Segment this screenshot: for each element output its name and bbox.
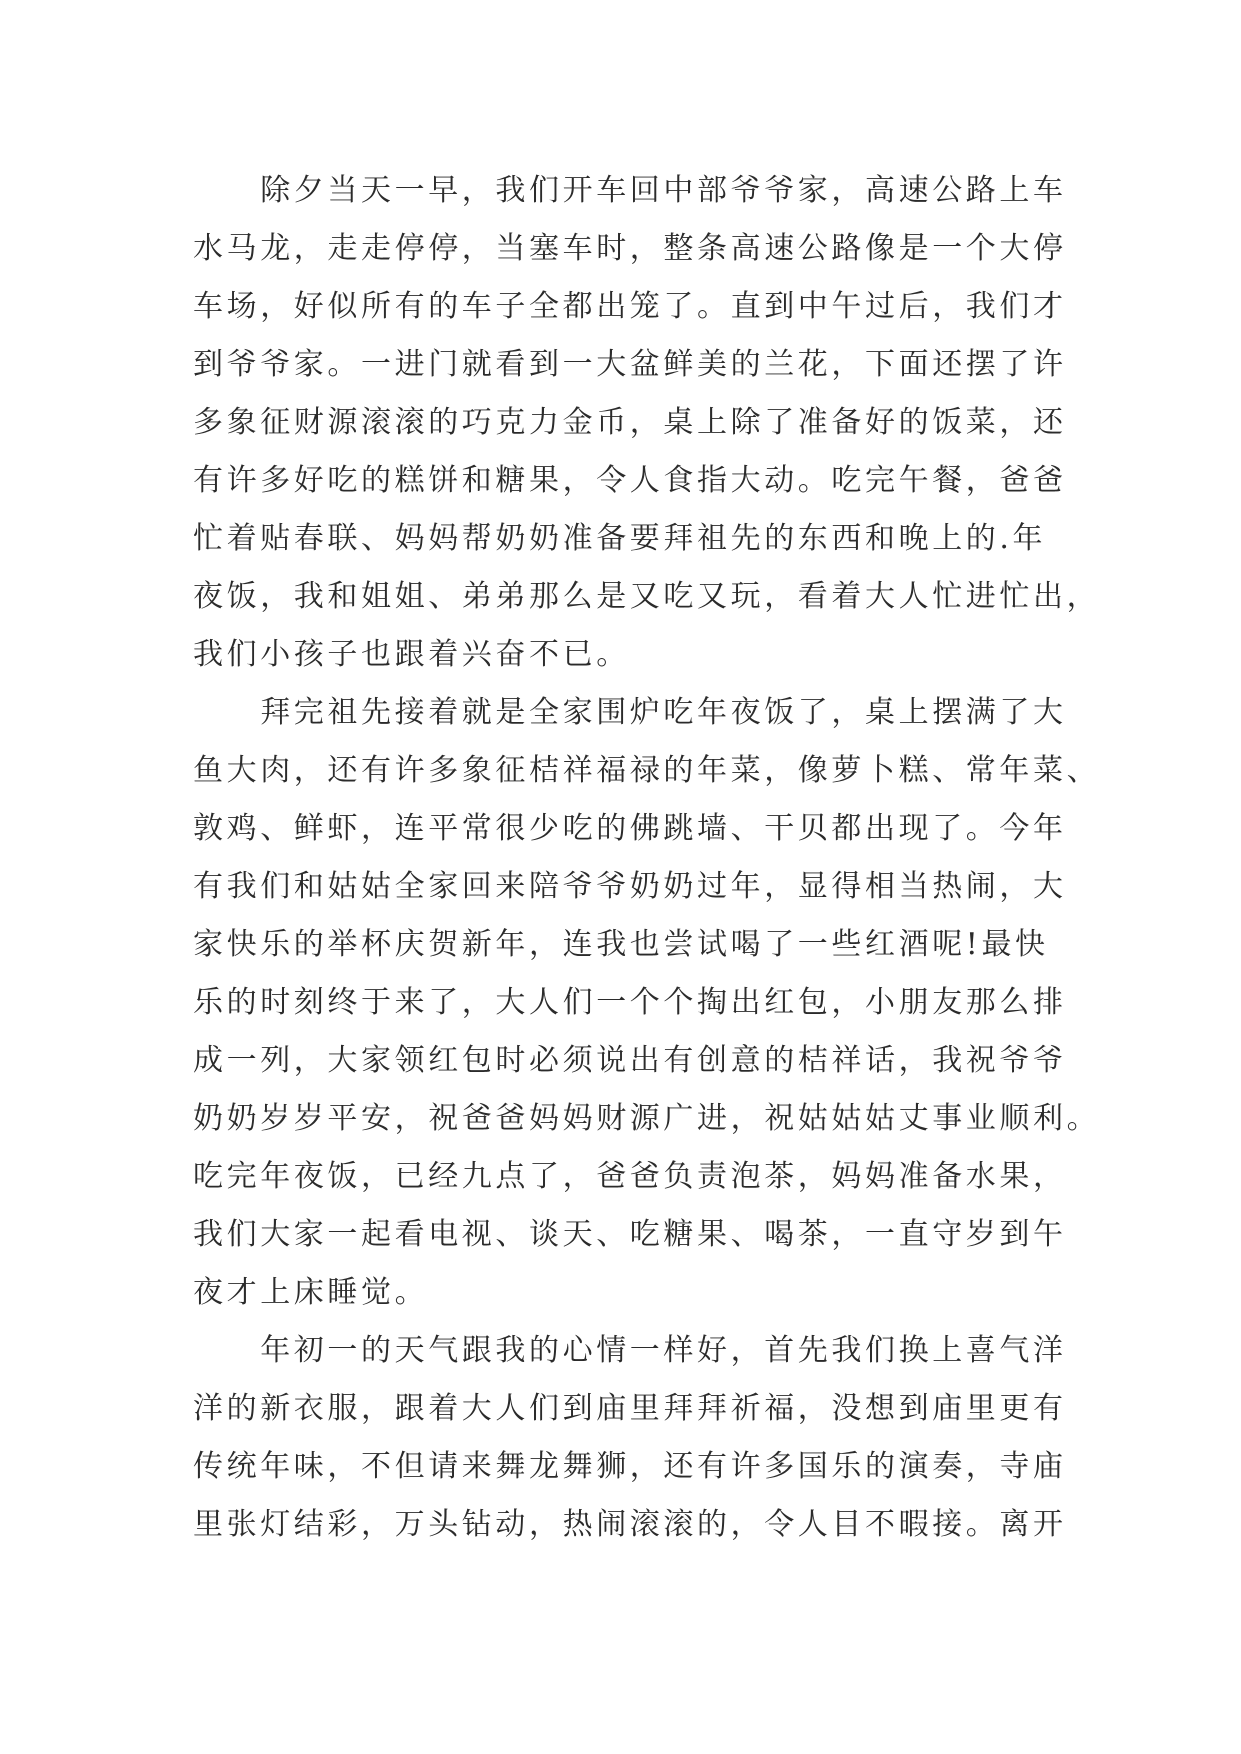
text-line: 除夕当天一早，我们开车回中部爷爷家，高速公路上车 xyxy=(193,173,1067,208)
text-line: 传统年味，不但请来舞龙舞狮，还有许多国乐的演奏，寺庙 xyxy=(193,1449,1067,1484)
paragraph-2 xyxy=(193,684,1101,1322)
text-line: 成一列，大家领红包时必须说出有创意的桔祥话，我祝爷爷 xyxy=(193,1043,1067,1078)
text-line: 我们大家一起看电视、谈天、吃糖果、喝茶，一直守岁到午 xyxy=(193,1217,1067,1252)
text-line: 拜完祖先接着就是全家围炉吃年夜饭了，桌上摆满了大 xyxy=(193,695,1067,730)
text-line: 鱼大肉，还有许多象征桔祥福禄的年菜，像萝卜糕、常年菜、 xyxy=(193,753,1101,788)
text-line: 忙着贴春联、妈妈帮奶奶准备要拜祖先的东西和晚上的.年 xyxy=(193,521,1047,556)
text-line: 吃完年夜饭，已经九点了，爸爸负责泡茶，妈妈准备水果， xyxy=(193,1159,1067,1194)
paragraph-1 xyxy=(193,162,1101,684)
text-line: 奶奶岁岁平安，祝爸爸妈妈财源广进，祝姑姑姑丈事业顺利。 xyxy=(193,1101,1101,1136)
text-line: 年初一的天气跟我的心情一样好，首先我们换上喜气洋 xyxy=(193,1333,1067,1368)
text-line: 水马龙，走走停停，当塞车时，整条高速公路像是一个大停 xyxy=(193,231,1067,266)
text-line: 有许多好吃的糕饼和糖果，令人食指大动。吃完午餐，爸爸 xyxy=(193,463,1067,498)
text-line: 夜饭，我和姐姐、弟弟那么是又吃又玩，看着大人忙进忙出， xyxy=(193,579,1101,614)
body-text xyxy=(193,162,1101,1554)
text-line: 到爷爷家。一进门就看到一大盆鲜美的兰花，下面还摆了许 xyxy=(193,347,1067,382)
text-line: 多象征财源滚滚的巧克力金币，桌上除了准备好的饭菜，还 xyxy=(193,405,1067,440)
paragraph-3 xyxy=(193,1322,1067,1554)
text-line: 里张灯结彩，万头钻动，热闹滚滚的，令人目不暇接。离开 xyxy=(193,1507,1067,1542)
text-line: 车场，好似所有的车子全都出笼了。直到中午过后，我们才 xyxy=(193,289,1067,324)
text-line: 有我们和姑姑全家回来陪爷爷奶奶过年，显得相当热闹，大 xyxy=(193,869,1067,904)
text-line: 洋的新衣服，跟着大人们到庙里拜拜祈福，没想到庙里更有 xyxy=(193,1391,1067,1426)
text-line: 家快乐的举杯庆贺新年，连我也尝试喝了一些红酒呢!最快 xyxy=(193,927,1049,962)
text-line: 敦鸡、鲜虾，连平常很少吃的佛跳墙、干贝都出现了。今年 xyxy=(193,811,1067,846)
text-line: 夜才上床睡觉。 xyxy=(193,1275,429,1310)
text-line: 乐的时刻终于来了，大人们一个个掏出红包，小朋友那么排 xyxy=(193,985,1067,1020)
text-line: 我们小孩子也跟着兴奋不已。 xyxy=(193,637,630,672)
